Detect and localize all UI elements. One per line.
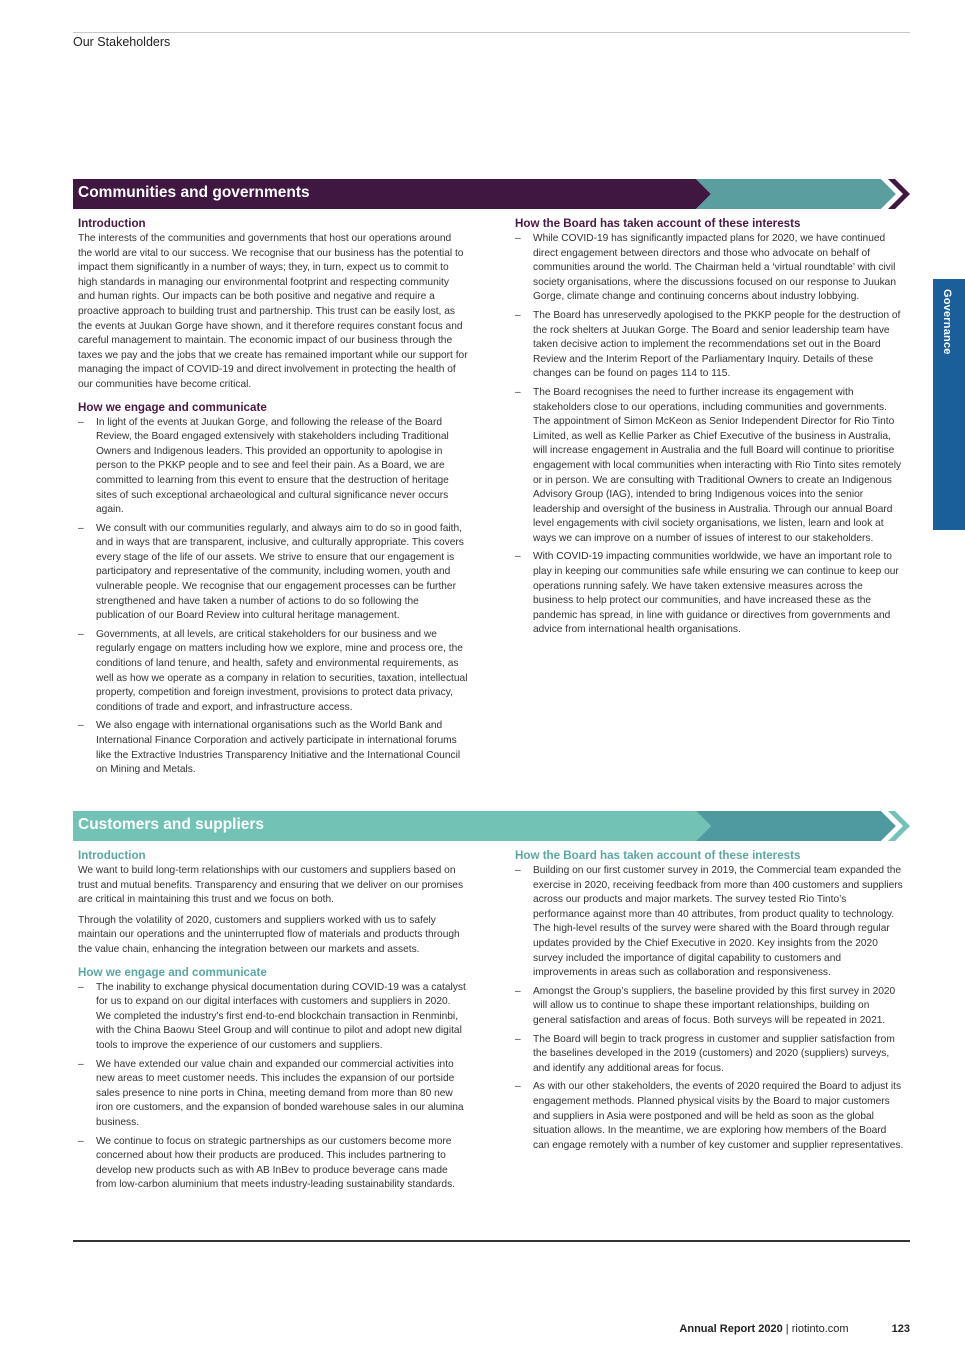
list-item: – The Board has unreservedly apologised to the PKKP people for the destruction of the rock shelters at Juukan Gorge. The Board and senior leadership team have taken decisive action to implement the recommendations set out in the Board Review and the Interim Report of the Parliamentary Inquiry. Details of these changes can be found on pages 114 to 115. — [515, 309, 905, 382]
bottom-rule — [73, 1240, 910, 1242]
customers-engage-list — [78, 981, 468, 1193]
page-footer — [679, 1323, 910, 1335]
communities-board-list — [515, 232, 905, 638]
list-item: – While COVID-19 has significantly impacted plans for 2020, we have continued direct engagement between directors and those who advocate on behalf of communities around the world. The Chairman held a ‘virtual roundtable’ with civil society organisations, where the discussions focused on our response to Juukan Gorge, climate change and continuing concerns about industry lobbying. — [515, 232, 905, 305]
customers-section-band — [73, 811, 910, 841]
customers-board-heading: How the Board has taken account of these interests — [515, 849, 801, 862]
list-item: – Governments, at all levels, are critical stakeholders for our business and we regularly engage on matters including how we explore, mine and process ore, the conditions of land tenure, and health, safety and environmental requirements, as well as how we operate as a company in relation to securities, taxation, intellectual property, competition and foreign investment, provisions to protect data privacy, conditions of trade and export, and infrastructure access. — [78, 628, 468, 716]
communities-engage-list — [78, 416, 468, 778]
list-item: – We continue to focus on strategic partnerships as our customers become more concerned about how their products are produced. This includes partnering to develop new products such as with AB InBev to produce beverage cans made from low-carbon aluminium that meets industry-leading sustainability standards. — [78, 1135, 468, 1193]
footer-report-title: Annual Report 2020 — [679, 1323, 783, 1335]
customers-intro-paragraph: We want to build long-term relationships with our customers and suppliers based on trust and mutual benefits. Transparency and ensuring that we deliver on our promises are critical in maintaining this trust and we focus on both. — [78, 865, 464, 906]
list-item: – We have extended our value chain and expanded our commercial activities into new areas to meet customer needs. This includes the expansion of our portside sales presence to nine ports in China, meeting demand from more than 80 new iron ore customers, and the expansion of bonded warehouse sales in our alumina business. — [78, 1058, 468, 1131]
footer-separator: | — [785, 1323, 789, 1335]
list-item: – As with our other stakeholders, the events of 2020 required the Board to adjust its engagement methods. Planned physical visits by the Board to major customers and suppliers in Asia were postponed and will be held as soon as the global situation allows. In the meantime, we are exploring how members of the Board can engage remotely with a number of key customer and supplier representatives. — [515, 1080, 905, 1153]
communities-section-title: Communities and governments — [78, 184, 310, 201]
list-item: – We consult with our communities regularly, and always aim to do so in good faith, and in ways that are transparent, inclusive, and culturally appropriate. This covers every stage of the life of our assets. We strive to ensure that our engagement is participatory and representative of the community, including women, youth and vulnerable people. We recognise that our engagement processes can be further strengthened and have taken a number of actions to do so following the publication of our Board Review into cultural heritage management. — [78, 522, 468, 624]
page-header-label: Our Stakeholders — [73, 35, 171, 49]
list-item: – The inability to exchange physical documentation during COVID-19 was a catalyst for us to expand on our digital interfaces with customers and suppliers in 2020. We completed the industry’s first end-to-end blockchain transaction in Renminbi, with the China Baowu Steel Group and will continue to pilot and adopt new digital tools to improve the experience of our customers and suppliers. — [78, 981, 468, 1054]
header-rule — [73, 32, 910, 33]
customers-intro-heading: Introduction — [78, 849, 146, 862]
governance-side-tab[interactable] — [933, 279, 965, 530]
customers-board-list — [515, 864, 905, 1153]
customers-section-title: Customers and suppliers — [78, 816, 265, 833]
customers-intro-paragraph: Through the volatility of 2020, customers and suppliers worked with us to safely maintain our operations and the uninterrupted flow of materials and products through the value chain, enhancing the integration between our markets and assets. — [78, 914, 460, 955]
customers-engage-heading: How we engage and communicate — [78, 965, 267, 979]
page-number: 123 — [891, 1323, 910, 1335]
list-item: – The Board recognises the need to further increase its engagement with stakeholders close to our operations, including communities and governments. The appointment of Simon McKeon as Senior Independent Director for Rio Tinto Limited, as well as Kellie Parker as Chief Executive of the business in Australia, will increase engagement in Australia and the full Board will continue to prioritise engagement with local communities when interacting with Rio Tinto sites remotely or in person. We are consulting with Traditional Owners to create an Indigenous Advisory Group (IAG), intended to bring Indigenous voices into the senior leadership and oversight of the business in Australia. Through our annual Board level engagements with civil society organisations, we listen, learn and look at ways we can improve on a number of issues of interest to our stakeholders. — [515, 386, 905, 547]
list-item: – Building on our first customer survey in 2019, the Commercial team expanded the exercise in 2020, receiving feedback from more than 400 customers and suppliers across our products and major markets. The survey tested Rio Tinto’s performance against more than 40 attributes, from product quality to technology. The high-level results of the survey were shared with the Board through regular updates provided by the Chief Executive in 2020. Key insights from the 2020 survey included the importance of digital capability to customers and improvements in areas such as collaboration and responsiveness. — [515, 864, 905, 981]
list-item: – In light of the events at Juukan Gorge, and following the release of the Board Review, the Board engaged extensively with stakeholders including Traditional Owners and Indigenous leaders. This provided an opportunity to apologise in person to the PKKP people and to see and feel their pain. As a Board, we are committed to learning from this event to ensure that the destruction of heritage sites of such exceptional archaeological and cultural significance never occurs again. — [78, 416, 468, 518]
band-dark-teal-block — [696, 811, 896, 841]
list-item: – Amongst the Group’s suppliers, the baseline provided by this first survey in 2020 will allow us to continue to shape these important relationships, building on general satisfaction and areas of focus. Both surveys will be repeated in 2021. — [515, 985, 905, 1029]
communities-intro-text: The interests of the communities and governments that host our operations around the world are vital to our success. We recognise that our business has the potential to impact them significantly in a number of ways; they, in turn, expect us to commit to high standards in managing our environmental footprint and respecting community and human rights. Our impacts can be both positive and negative and require a proactive approach to building trust and partnership. This trust can be easily lost, as the events at Juukan Gorge have shown, and it therefore requires constant focus and careful management to maintain. The economic impact of our business through the taxes we pay and the jobs that we create has remained important while our support for managing the impact of COVID-19 and direct involvement in protecting the health of our communities have become critical. — [78, 233, 468, 390]
list-item: – The Board will begin to track progress in customer and supplier satisfaction from the baselines developed in the 2019 (customers) and 2020 (suppliers) surveys, and identify any additional areas for focus. — [515, 1033, 905, 1077]
communities-board-heading: How the Board has taken account of these interests — [515, 217, 801, 230]
footer-site-link[interactable]: riotinto.com — [791, 1323, 849, 1335]
communities-section-band — [73, 179, 910, 209]
communities-right-column — [515, 217, 905, 642]
side-tab-label: Governance — [941, 289, 953, 355]
communities-intro-heading: Introduction — [78, 217, 146, 230]
band-teal-block — [696, 179, 896, 209]
customers-left-column — [78, 849, 468, 1197]
customers-right-column — [515, 849, 905, 1157]
communities-engage-heading: How we engage and communicate — [78, 400, 267, 414]
list-item: – With COVID-19 impacting communities worldwide, we have an important role to play in keeping our communities safe while ensuring we can continue to keep our operations running safely. We have taken extensive measures across the business to help protect our communities, and have increased these as the pandemic has spread, in line with guidance or directives from governments and advice from international health organisations. — [515, 550, 905, 638]
list-item: – We also engage with international organisations such as the World Bank and International Finance Corporation and actively participate in international forums like the Extractive Industries Transparency Initiative and the International Council on Mining and Metals. — [78, 719, 468, 777]
communities-left-column — [78, 217, 468, 782]
